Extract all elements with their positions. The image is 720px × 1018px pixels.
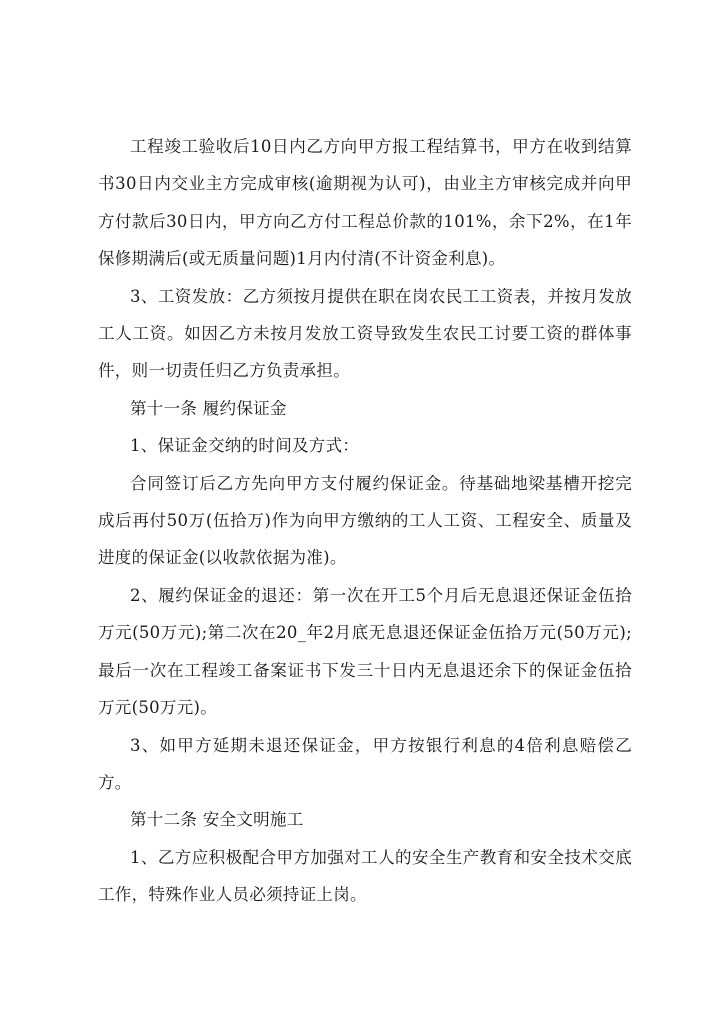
paragraph-wage-payment: 3、工资发放：乙方须按月提供在职在岗农民工工资表，并按月发放工人工资。如因乙方未按月发放工资导致发生农民工讨要工资的群体事件，则一切责任归乙方负责承担。 [98,286,632,381]
paragraph-settlement: 工程竣工验收后10日内乙方向甲方报工程结算书，甲方在收到结算书30日内交业主方完成审核(逾期视为认可)，由业主方审核完成并向甲方付款后30日内，甲方向乙方付工程总价款的101%，余下2%，在1年保修期满后(或无质量问题)1月内付清(不计资金利息)。 [98,137,632,269]
paragraph-deposit-method: 合同签订后乙方先向甲方支付履约保证金。待基础地梁基槽开挖完成后再付50万(伍拾万)作为向甲方缴纳的工人工资、工程安全、质量及进度的保证金(以收款依据为准)。 [98,473,632,568]
paragraph-deposit-refund: 2、履约保证金的退还：第一次在开工5个月后无息退还保证金伍拾万元(50万元);第二次在20_年2月底无息退还保证金伍拾万元(50万元);最后一次在工程竣工备案证书下发三十日内无息退还余下的保证金伍拾万元(50万元)。 [98,585,632,718]
article-12-heading: 第十二条 安全文明施工 [130,810,304,830]
paragraph-late-refund: 3、如甲方延期未退还保证金，甲方按银行利息的4倍利息赔偿乙方。 [98,735,632,792]
document-body [98,128,632,914]
paragraph-safety-education: 1、乙方应积极配合甲方加强对工人的安全生产教育和安全技术交底工作，特殊作业人员必须持证上岗。 [98,847,632,905]
paragraph-deposit-method-title: 1、保证金交纳的时间及方式： [130,436,360,456]
article-11-heading: 第十一条 履约保证金 [130,398,287,418]
